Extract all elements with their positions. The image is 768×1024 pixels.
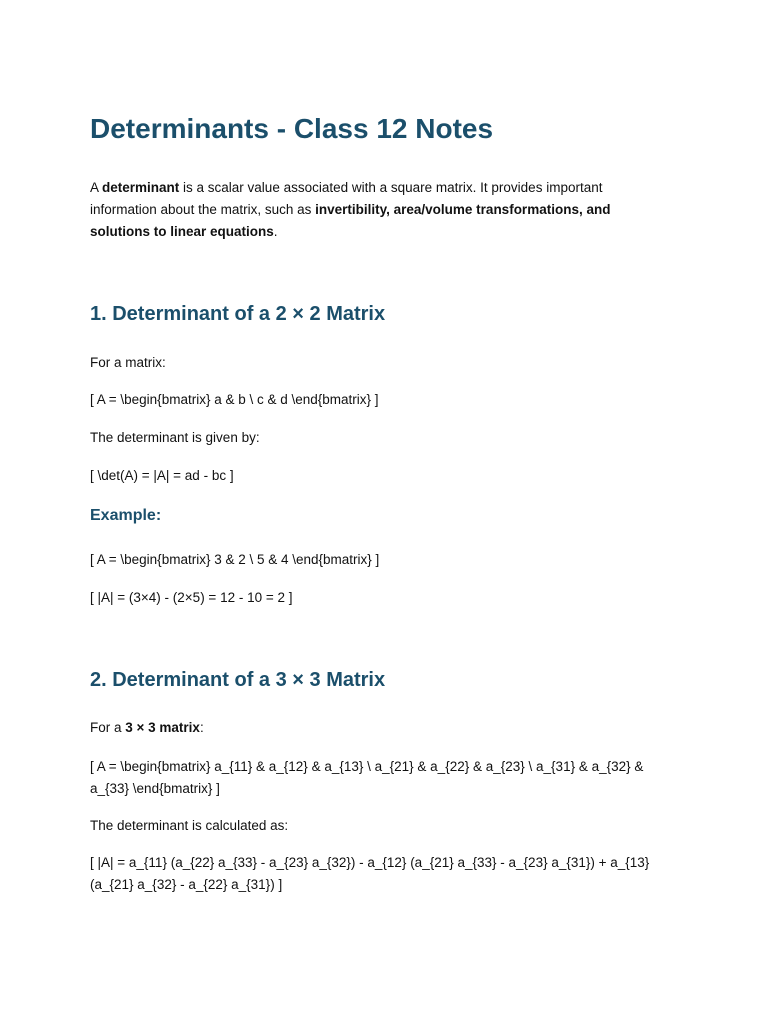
example-result: [ |A| = (3×4) - (2×5) = 12 - 10 = 2 ]	[90, 590, 293, 605]
intro-text-3: .	[273, 224, 278, 239]
intro-bold-determinant: determinant	[102, 180, 180, 195]
section2-heading: 2. Determinant of a 3 × 3 Matrix	[90, 669, 386, 691]
example-heading: Example:	[90, 507, 162, 524]
section2-formula: [ |A| = a_{11} (a_{22} a_{33} - a_{23} a_{32}) - a_{12} (a_{21} a_{33} - a_{23} a_{31}) + a_{13} (a_{21} a_{32} - a_{22} a_{31}) ]	[90, 855, 650, 892]
section2-for-bold: 3 × 3 matrix	[125, 720, 200, 735]
section1-for-matrix: For a matrix:	[90, 355, 166, 370]
section2-for-matrix	[90, 717, 665, 739]
page-title: Determinants - Class 12 Notes	[90, 113, 494, 144]
section1-formula: [ \det(A) = |A| = ad - bc ]	[90, 468, 234, 483]
intro-text-1: A	[90, 180, 103, 195]
section2-for-text: For a	[90, 720, 126, 735]
section2-for-colon: :	[199, 720, 204, 735]
example-matrix: [ A = \begin{bmatrix} 3 & 2 \ 5 & 4 \end{bmatrix} ]	[90, 552, 380, 567]
intro-bold-properties: invertibility, area/volume transformations, and solutions to linear equations	[90, 202, 611, 239]
section1-heading: 1. Determinant of a 2 × 2 Matrix	[90, 303, 386, 325]
section2-matrix-definition: [ A = \begin{bmatrix} a_{11} & a_{12} & a_{13} \ a_{21} & a_{22} & a_{23} \ a_{31} & a_{32} & a_{33} \end{bmatrix} ]	[90, 759, 644, 796]
section2-calculated-as: The determinant is calculated as:	[90, 818, 289, 833]
section1-given-by: The determinant is given by:	[90, 430, 260, 445]
section1-matrix-definition: [ A = \begin{bmatrix} a & b \ c & d \end{bmatrix} ]	[90, 392, 379, 407]
intro-text-2: is a scalar value associated with a square matrix. It provides important information about the matrix, such as	[90, 180, 603, 217]
intro-paragraph	[90, 177, 665, 243]
